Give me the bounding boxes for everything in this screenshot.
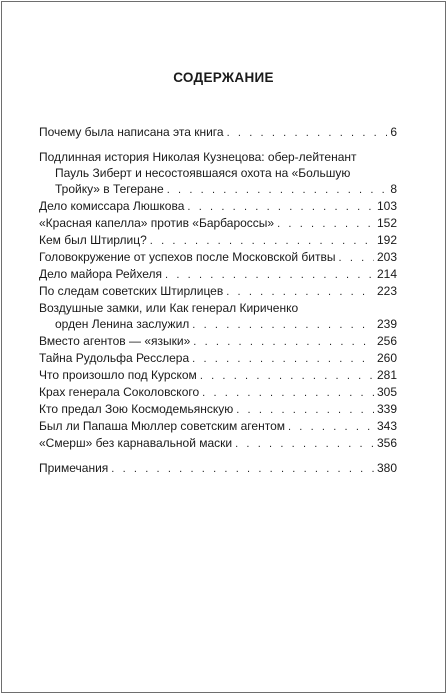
toc-page-number: 260 xyxy=(376,351,397,365)
toc-entry-row xyxy=(39,181,397,198)
dot-leader xyxy=(150,233,374,249)
toc-entry[interactable] xyxy=(39,300,397,333)
toc-entry-title: Кем был Штирлиц? xyxy=(39,233,147,247)
toc-entry-row xyxy=(39,401,397,418)
toc-entry-title-line: Пауль Зиберт и несостоявшаяся охота на «Большую xyxy=(55,166,351,180)
toc-page-number: 8 xyxy=(390,182,397,196)
dot-leader xyxy=(235,436,374,452)
toc-entry-title: Был ли Папаша Мюллер советским агентом xyxy=(39,419,285,433)
toc-entry[interactable] xyxy=(39,249,397,266)
toc-page-number: 343 xyxy=(376,419,397,433)
dot-leader xyxy=(187,199,374,215)
toc-page-number: 152 xyxy=(376,216,397,230)
toc-page-number: 214 xyxy=(376,267,397,281)
toc-entry[interactable] xyxy=(39,198,397,215)
toc-page-number: 239 xyxy=(376,317,397,331)
table-of-contents xyxy=(39,124,397,477)
toc-entry-row xyxy=(39,367,397,384)
dot-leader xyxy=(200,368,374,384)
toc-entry-title: Крах генерала Соколовского xyxy=(39,385,200,399)
toc-entry-row xyxy=(39,350,397,367)
toc-entry-title: Кто предал Зою Космодемьянскую xyxy=(39,402,234,416)
toc-page-number: 103 xyxy=(376,199,397,213)
toc-entry[interactable] xyxy=(39,384,397,401)
toc-entry-title: Вместо агентов — «языки» xyxy=(39,334,191,348)
toc-entry[interactable] xyxy=(39,367,397,384)
toc-entry[interactable] xyxy=(39,401,397,418)
toc-entry-title: орден Ленина заслужил xyxy=(55,317,190,331)
toc-entry[interactable] xyxy=(39,350,397,367)
dot-leader xyxy=(339,250,374,266)
toc-entry-row xyxy=(39,249,397,266)
dot-leader xyxy=(192,351,374,367)
toc-entry[interactable] xyxy=(39,435,397,452)
toc-entry-title: Дело комиссара Люшкова xyxy=(39,199,185,213)
toc-entry[interactable] xyxy=(39,333,397,350)
toc-page-number: 192 xyxy=(376,233,397,247)
dot-leader xyxy=(227,125,388,141)
dot-leader xyxy=(202,385,374,401)
toc-entry[interactable] xyxy=(39,266,397,283)
toc-entry-row xyxy=(39,333,397,350)
toc-entry[interactable] xyxy=(39,232,397,249)
toc-entry-title: Что произошло под Курском xyxy=(39,368,197,382)
toc-entry[interactable] xyxy=(39,149,397,198)
toc-entry-row xyxy=(39,266,397,283)
toc-entry-title: Дело майора Рейхеля xyxy=(39,267,163,281)
toc-page-number: 356 xyxy=(376,436,397,450)
toc-page-number: 281 xyxy=(376,368,397,382)
toc-entry-row xyxy=(39,435,397,452)
toc-page-number: 339 xyxy=(376,402,397,416)
toc-page-number: 380 xyxy=(376,461,397,475)
toc-page-number: 305 xyxy=(376,385,397,399)
toc-entry-row xyxy=(39,198,397,215)
dot-leader xyxy=(236,402,374,418)
dot-leader xyxy=(226,284,374,300)
toc-page-number: 223 xyxy=(376,284,397,298)
dot-leader xyxy=(193,334,374,350)
dot-leader xyxy=(277,216,374,232)
toc-entry-title: Тайна Рудольфа Ресслера xyxy=(39,351,190,365)
dot-leader xyxy=(288,419,374,435)
toc-entry-title: Почему была написана эта книга xyxy=(39,125,224,139)
toc-entry-row xyxy=(39,124,397,141)
toc-entry-title-line: Подлинная история Николая Кузнецова: обер-лейтенант xyxy=(39,150,357,164)
toc-entry-row xyxy=(39,418,397,435)
toc-entry-row xyxy=(39,384,397,401)
dot-leader xyxy=(165,267,374,283)
toc-entry[interactable] xyxy=(39,124,397,141)
toc-entry-title: По следам советских Штирлицев xyxy=(39,284,224,298)
toc-entry-title: Примечания xyxy=(39,461,109,475)
dot-leader xyxy=(167,182,388,198)
dot-leader xyxy=(192,317,374,333)
toc-entry-title: Головокружение от успехов после Московской битвы xyxy=(39,250,336,264)
dot-leader xyxy=(111,461,374,477)
toc-entry-row xyxy=(39,232,397,249)
toc-page-number: 6 xyxy=(390,125,397,139)
toc-entry-row xyxy=(39,316,397,333)
toc-entry-row xyxy=(39,460,397,477)
toc-entry[interactable] xyxy=(39,283,397,300)
toc-entry[interactable] xyxy=(39,418,397,435)
toc-entry[interactable] xyxy=(39,460,397,477)
toc-entry-title-line: Воздушные замки, или Как генерал Кириченко xyxy=(39,301,299,315)
page-title: СОДЕРЖАНИЕ xyxy=(173,70,274,85)
toc-entry[interactable] xyxy=(39,215,397,232)
toc-page-number: 203 xyxy=(376,250,397,264)
toc-page-number: 256 xyxy=(376,334,397,348)
toc-entry-title: Тройку» в Тегеране xyxy=(55,182,164,196)
toc-entry-title: «Смерш» без карнавальной маски xyxy=(39,436,233,450)
toc-entry-row xyxy=(39,283,397,300)
toc-entry-title: «Красная капелла» против «Барбароссы» xyxy=(39,216,275,230)
toc-entry-row xyxy=(39,215,397,232)
